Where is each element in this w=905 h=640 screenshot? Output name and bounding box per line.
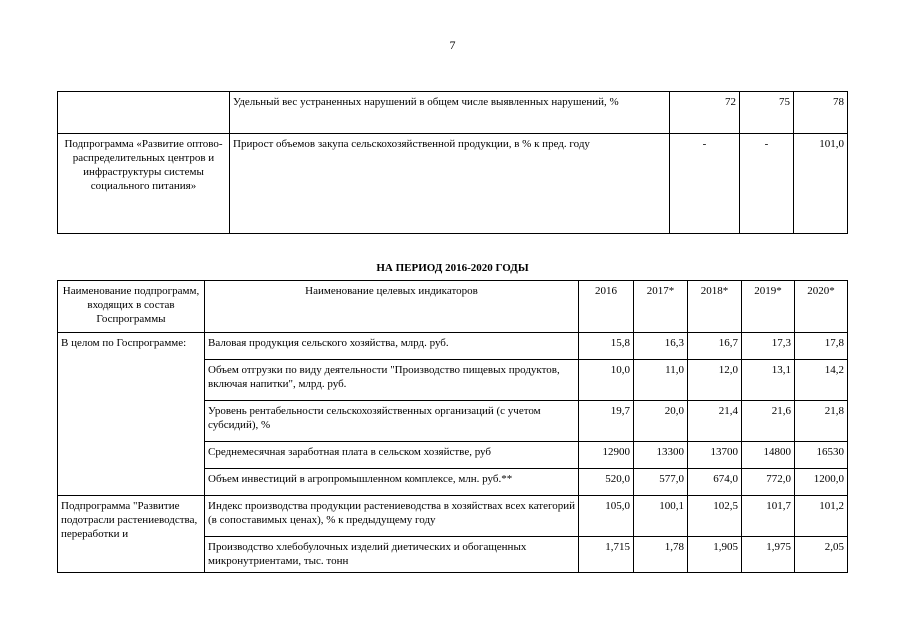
value-cell: 674,0 (688, 469, 742, 496)
value-cell: 577,0 (634, 469, 688, 496)
value-cell: - (740, 134, 794, 234)
header-year: 2019* (742, 281, 795, 333)
value-cell: 520,0 (579, 469, 634, 496)
value-cell: 10,0 (579, 360, 634, 401)
value-cell: 1,78 (634, 537, 688, 573)
value-cell: 19,7 (579, 401, 634, 442)
program-cell: В целом по Госпрограмме: (58, 333, 205, 496)
indicator-cell: Среднемесячная заработная плата в сельском хозяйстве, руб (205, 442, 579, 469)
header-year: 2017* (634, 281, 688, 333)
table-row (58, 333, 848, 360)
value-cell: 21,8 (795, 401, 848, 442)
value-cell: 21,6 (742, 401, 795, 442)
value-cell: 1,715 (579, 537, 634, 573)
indicator-cell: Объем инвестиций в агропромышленном комплексе, млн. руб.** (205, 469, 579, 496)
value-cell: 1,905 (688, 537, 742, 573)
table-row (58, 496, 848, 537)
indicator-cell: Прирост объемов закупа сельскохозяйственной продукции, в % к пред. году (230, 134, 670, 234)
value-cell: 15,8 (579, 333, 634, 360)
indicator-cell: Валовая продукция сельского хозяйства, млрд. руб. (205, 333, 579, 360)
indicator-cell: Уровень рентабельности сельскохозяйственных организаций (с учетом субсидий), % (205, 401, 579, 442)
value-cell: 14800 (742, 442, 795, 469)
value-cell: 105,0 (579, 496, 634, 537)
value-cell: 14,2 (795, 360, 848, 401)
section-title: НА ПЕРИОД 2016-2020 ГОДЫ (376, 262, 529, 274)
value-cell: 102,5 (688, 496, 742, 537)
value-cell: 12,0 (688, 360, 742, 401)
program-cell: Подпрограмма «Развитие оптово-распределительных центров и инфраструктуры системы социального питания» (58, 134, 230, 234)
page-number: 7 (449, 38, 456, 52)
value-cell: 13700 (688, 442, 742, 469)
value-cell: 12900 (579, 442, 634, 469)
value-cell: 72 (670, 92, 740, 134)
value-cell: 16530 (795, 442, 848, 469)
value-cell: 772,0 (742, 469, 795, 496)
value-cell: 101,7 (742, 496, 795, 537)
program-cell (58, 92, 230, 134)
value-cell: 16,3 (634, 333, 688, 360)
value-cell: 1200,0 (795, 469, 848, 496)
main-table (57, 280, 848, 573)
value-cell: 16,7 (688, 333, 742, 360)
value-cell: 13300 (634, 442, 688, 469)
table-row (58, 92, 848, 134)
header-year: 2020* (795, 281, 848, 333)
value-cell: 11,0 (634, 360, 688, 401)
value-cell: 17,3 (742, 333, 795, 360)
value-cell: 20,0 (634, 401, 688, 442)
header-program: Наименование подпрограмм, входящих в состав Госпрограммы (58, 281, 205, 333)
header-year: 2018* (688, 281, 742, 333)
indicator-cell: Производство хлебобулочных изделий диетических и обогащенных микронутриентами, тыс. тонн (205, 537, 579, 573)
value-cell: - (670, 134, 740, 234)
value-cell: 101,2 (795, 496, 848, 537)
value-cell: 17,8 (795, 333, 848, 360)
program-cell: Подпрограмма "Развитие подотрасли растениеводства, переработки и (58, 496, 205, 573)
value-cell: 13,1 (742, 360, 795, 401)
header-row (58, 281, 848, 333)
indicator-cell: Объем отгрузки по виду деятельности "Производство пищевых продуктов, включая напитки", млрд. руб. (205, 360, 579, 401)
header-year: 2016 (579, 281, 634, 333)
indicator-cell: Индекс производства продукции растениеводства в хозяйствах всех категорий (в сопоставимых ценах), % к предыдущему году (205, 496, 579, 537)
header-indicator: Наименование целевых индикаторов (205, 281, 579, 333)
top-table (57, 91, 848, 234)
table-row (58, 134, 848, 234)
value-cell: 75 (740, 92, 794, 134)
indicator-cell: Удельный вес устраненных нарушений в общем числе выявленных нарушений, % (230, 92, 670, 134)
value-cell: 78 (794, 92, 848, 134)
value-cell: 100,1 (634, 496, 688, 537)
value-cell: 2,05 (795, 537, 848, 573)
value-cell: 101,0 (794, 134, 848, 234)
value-cell: 1,975 (742, 537, 795, 573)
value-cell: 21,4 (688, 401, 742, 442)
